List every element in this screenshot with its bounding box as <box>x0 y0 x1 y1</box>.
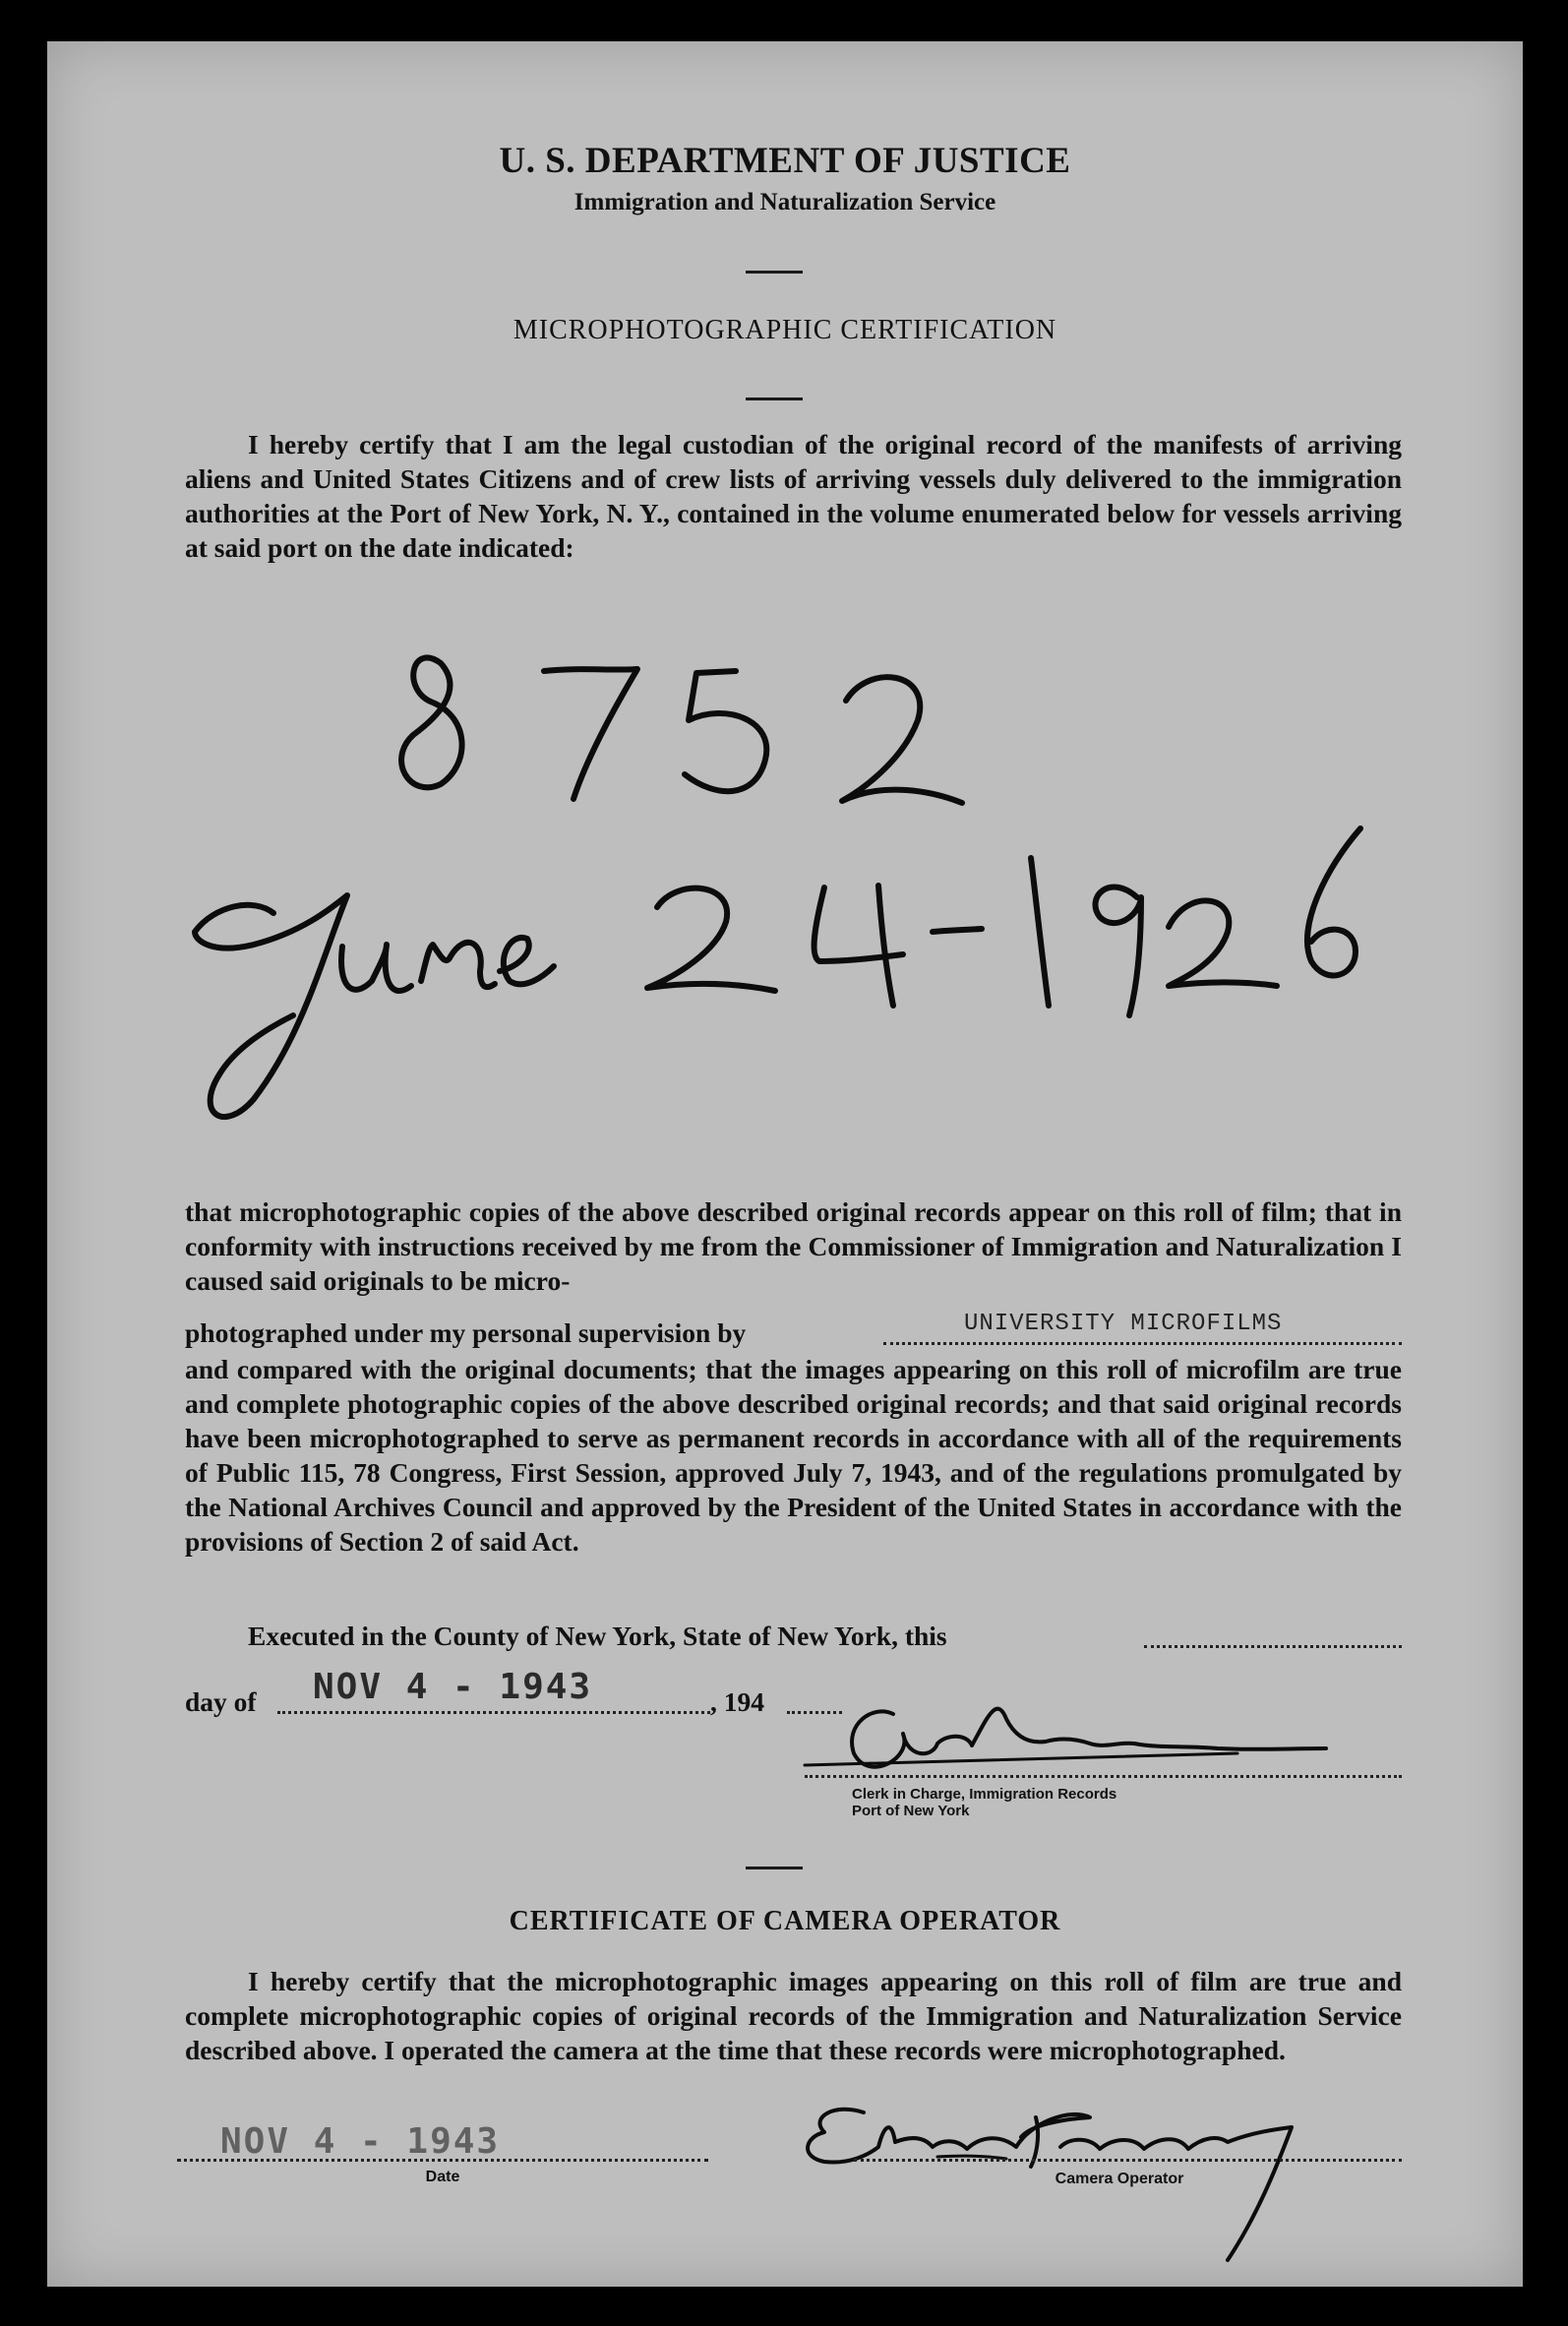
date-label: Date <box>425 2169 460 2185</box>
clerk-caption <box>852 1786 1116 1819</box>
body-paragraph-part1: that microphotographic copies of the above described original records appear on this roll of film; that in conformity with instructions received by me from the Commissioner of Immigration and Naturalization I caused said originals to be micro- <box>185 1196 1402 1296</box>
day-of-label: day of <box>185 1686 257 1717</box>
divider-top <box>746 271 803 274</box>
clerk-signature <box>47 41 1523 2287</box>
department-heading: U. S. DEPARTMENT OF JUSTICE <box>499 141 1071 181</box>
divider-camera-section <box>746 1867 803 1869</box>
camera-certificate-paragraph: I hereby certify that the microphotographic images appearing on this roll of film are true and complete microphotographic copies of original records of the Immigration and Naturalization Service described above. I operated the camera at the time that these records were microphotographed. <box>185 1966 1402 2065</box>
operator-signature <box>47 41 1523 2287</box>
intro-paragraph: I hereby certify that I am the legal custodian of the original record of the manifests of arriving aliens and United States Citizens and of crew lists of arriving vessels duly delivered to the immigration authorities at the Port of New York, N. Y., contained in the volume enumerated below for vessels arriving at said port on the date indicated: <box>185 429 1402 563</box>
certification-title: MICROPHOTOGRAPHIC CERTIFICATION <box>513 315 1057 345</box>
certificate-page <box>47 41 1523 2287</box>
camera-certificate-title: CERTIFICATE OF CAMERA OPERATOR <box>509 1906 1061 1936</box>
clerk-location: Port of New York <box>852 1803 970 1819</box>
clerk-title: Clerk in Charge, Immigration Records <box>852 1786 1117 1803</box>
year-dotted-line <box>787 1711 842 1714</box>
supervisor-name: UNIVERSITY MICROFILMS <box>964 1311 1283 1337</box>
divider-below-title <box>746 398 803 400</box>
executed-dotted-line <box>1144 1645 1402 1648</box>
year-label: , 194 <box>710 1686 764 1717</box>
day-of-dotted-line <box>277 1711 710 1714</box>
camera-date-stamp: NOV 4 - 1943 <box>220 2121 501 2162</box>
service-subheading: Immigration and Naturalization Service <box>573 189 996 215</box>
handwritten-volume-date <box>47 41 1523 2287</box>
supervision-dotted-line <box>883 1342 1402 1345</box>
camera-operator-label: Camera Operator <box>1055 2171 1184 2187</box>
operator-dotted-line <box>854 2159 1402 2162</box>
supervision-line-label: photographed under my personal supervision by <box>185 1317 747 1348</box>
body-paragraph-part2: and compared with the original documents; that the images appearing on this roll of microfilm are true and complete photographic copies of the above described original records; and that said original records have been microphotographed to serve as permanent records in accordance with all of the requirements of Public 115, 78 Congress, First Session, approved July 7, 1943, and of the regulations promulgated by the National Archives Council and approved by the President of the United States in accordance with the provisions of Section 2 of said Act. <box>185 1354 1402 1557</box>
execution-date-stamp: NOV 4 - 1943 <box>313 1667 593 1707</box>
executed-line-label: Executed in the County of New York, State of New York, this <box>248 1621 947 1651</box>
clerk-signature-line <box>805 1775 1402 1778</box>
